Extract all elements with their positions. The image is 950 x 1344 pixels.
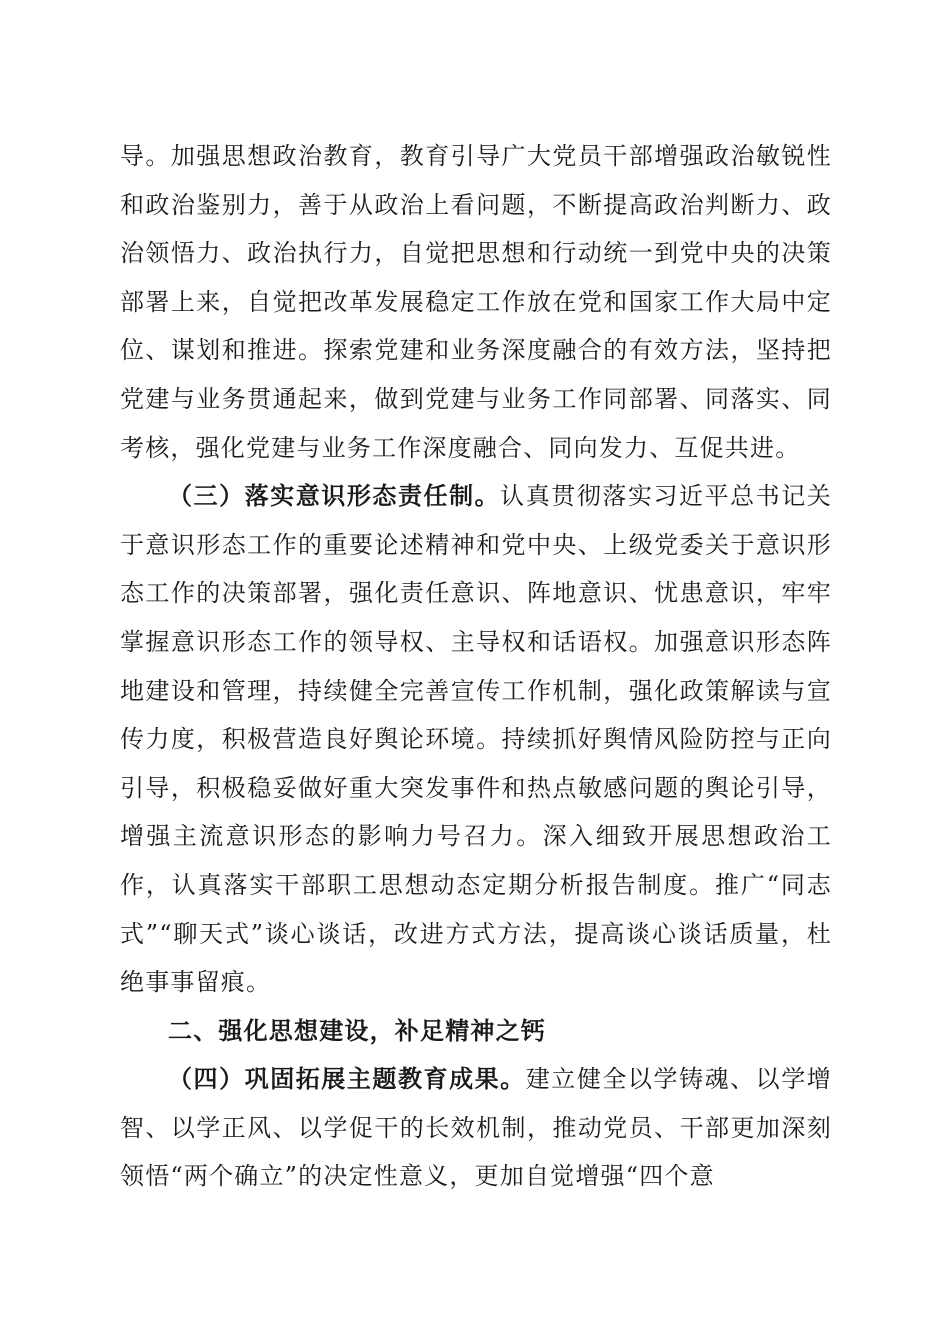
section-body-four: 建立健全以学铸魂、以学增智、以学正风、以学促干的长效机制，推动党员、干部更加深刻领悟“两个确立”的决定性意义，更加自觉增强“四个意 [120, 1065, 832, 1191]
section-body-three: 认真贯彻落实习近平总书记关于意识形态工作的重要论述精神和党中央、上级党委关于意识形态工作的决策部署，强化责任意识、阵地意识、忧患意识，牢牢掌握意识形态工作的领导权、主导权和话语权。加强意识形态阵地建设和管理，持续健全完善宣传工作机制，强化政策解读与宣传力度，积极营造良好舆论环境。持续抓好舆情风险防控与正向引导，积极稳妥做好重大突发事件和热点敏感问题的舆论引导，增强主流意识形态的影响力号召力。深入细致开展思想政治工作，认真落实干部职工思想动态定期分析报告制度。推广“同志式”“聊天式”谈心谈话，改进方式方法，提高谈心谈话质量，杜绝事事留痕。 [120, 482, 832, 997]
paragraph-continuation: 导。加强思想政治教育，教育引导广大党员干部增强政治敏锐性和政治鉴别力，善于从政治上看问题，不断提高政治判断力、政治领悟力、政治执行力，自觉把思想和行动统一到党中央的决策部署上来，自觉把改革发展稳定工作放在党和国家工作大局中定位、谋划和推进。探索党建和业务深度融合的有效方法，坚持把党建与业务贯通起来，做到党建与业务工作同部署、同落实、同考核，强化党建与业务工作深度融合、同向发力、互促共进。 [120, 142, 832, 462]
document-body [120, 132, 832, 1201]
paragraph-theme-education [120, 1055, 832, 1201]
paragraph-ideology-responsibility [120, 472, 832, 1007]
section-lead-three: （三）落实意识形态责任制。 [168, 481, 501, 511]
section-lead-four: （四）巩固拓展主题教育成果。 [168, 1064, 526, 1094]
section-heading-two: 二、强化思想建设，补足精神之钙 [168, 1016, 546, 1045]
